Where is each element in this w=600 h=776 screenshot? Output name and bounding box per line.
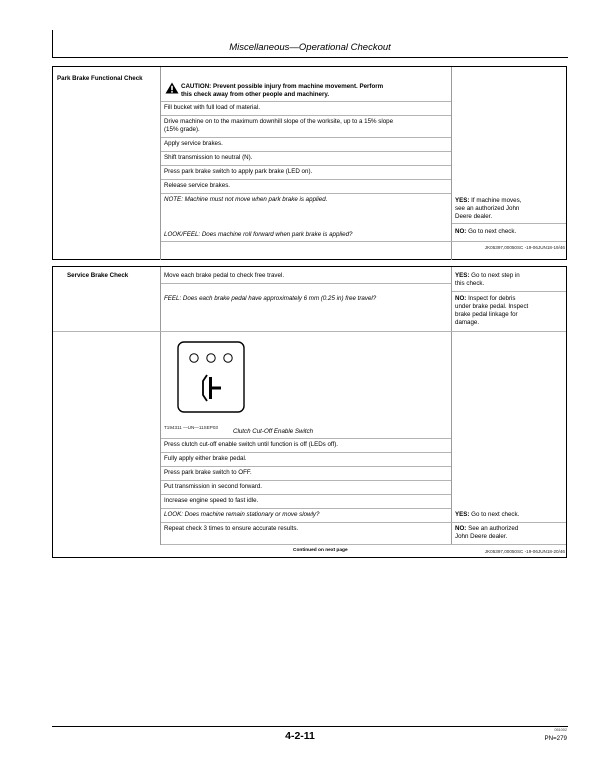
step-text: Shift transmission to neutral (N). [164,154,253,161]
yes-result [455,511,519,519]
yes-result [455,197,565,205]
look-question: LOOK/FEEL: Does machine roll forward when park brake is applied? [164,231,353,238]
page-title: Miscellaneous—Operational Checkout [229,42,391,53]
row-divider [161,193,451,194]
step-text: (15% grade). [164,126,200,133]
caution-text: CAUTION: Prevent possible injury from machine movement. Perform [181,83,384,90]
row-divider [161,283,451,284]
no-result: damage. [455,319,480,326]
step-text: Apply service brakes. [164,140,223,147]
yes-label: YES: [455,511,470,518]
yes-label: YES: [455,197,470,204]
step-text: Press park brake switch to OFF. [164,469,252,476]
footer-rule [52,726,568,727]
step-text: Increase engine speed to fast idle. [164,497,259,504]
row-divider [161,438,451,439]
yes-text: Go to next step in [469,272,520,279]
no-label: NO: [455,295,467,302]
row-divider [161,494,451,495]
row-divider [161,508,451,509]
row-divider [161,466,451,467]
no-text: Go to next check. [466,228,517,235]
step-text: Drive machine on to the maximum downhill slope of the worksite, up to a 15% slope [164,118,394,125]
yes-text: If machine moves, [469,197,522,204]
clutch-cutoff-switch-illustration [177,341,245,413]
header-bottom-rule [52,57,568,58]
column-divider [160,67,161,260]
row-divider [161,115,451,116]
row-divider [452,223,566,224]
step-text: Put transmission in second forward. [164,483,263,490]
part-number: PN=279 [544,735,567,742]
figure-id: T194311 —UN—11SEP03 [164,425,218,430]
no-result [455,295,516,303]
yes-result: see an authorized John [455,205,520,212]
no-result: John Deere dealer. [455,533,508,540]
row-divider [161,544,566,545]
row-divider [452,291,566,292]
no-result [455,228,516,236]
row-divider [53,331,566,332]
no-label: NO: [455,525,467,532]
figure-caption: Clutch Cut-Off Enable Switch [233,428,314,435]
step-text: Fully apply either brake pedal. [164,455,247,462]
note-text: NOTE: Machine must not move when park brake is applied. [164,196,328,203]
reference-code: JK05397,00050SC -19-06JUN18-20/46 [484,549,565,554]
row-divider [161,452,451,453]
row-divider [161,165,451,166]
row-divider [161,179,451,180]
yes-result: this check. [455,280,485,287]
no-text: Inspect for debris [466,295,516,302]
step-text: Fill bucket with full load of material. [164,104,260,111]
continued-note: Continued on next page [293,548,348,553]
row-divider [161,241,566,242]
section-heading: Service Brake Check [67,272,129,279]
row-divider [161,522,566,523]
row-divider [161,137,451,138]
row-divider [161,101,451,102]
yes-label: YES: [455,272,470,279]
page-number: 4-2-11 [285,730,315,742]
step-text: Release service brakes. [164,182,231,189]
step-text: Press park brake switch to apply park brake (LED on). [164,168,313,175]
row-divider [161,151,451,152]
column-divider [160,267,161,545]
step-text: Press clutch cut-off enable switch until function is off (LEDs off). [164,441,339,448]
column-divider [451,67,452,260]
no-label: NO: [455,228,467,235]
footer-code: 051002 [554,728,567,732]
yes-text: Go to next check. [469,511,520,518]
column-divider [451,267,452,545]
look-question: LOOK: Does machine remain stationary or move slowly? [164,511,320,518]
warning-triangle-icon [165,82,179,94]
section-heading: Park Brake Functional Check [57,75,143,82]
reference-code: JK05397,00050SC -19-06JUN18-19/46 [484,245,565,250]
no-result: brake pedal linkage for [455,311,518,318]
step-text: Repeat check 3 times to ensure accurate results. [164,525,299,532]
park-brake-section [52,66,567,260]
no-text: See an authorized [466,525,519,532]
yes-result: Deere dealer. [455,213,493,220]
step-text: Move each brake pedal to check free travel. [164,272,285,279]
row-divider [161,480,451,481]
no-result: under brake pedal. Inspect [455,303,529,310]
yes-result [455,272,520,280]
no-result [455,525,518,533]
caution-text: this check away from other people and machinery. [181,91,330,98]
service-brake-section [52,266,567,558]
feel-question: FEEL: Does each brake pedal have approximately 6 mm (0.25 in) free travel? [164,295,377,302]
